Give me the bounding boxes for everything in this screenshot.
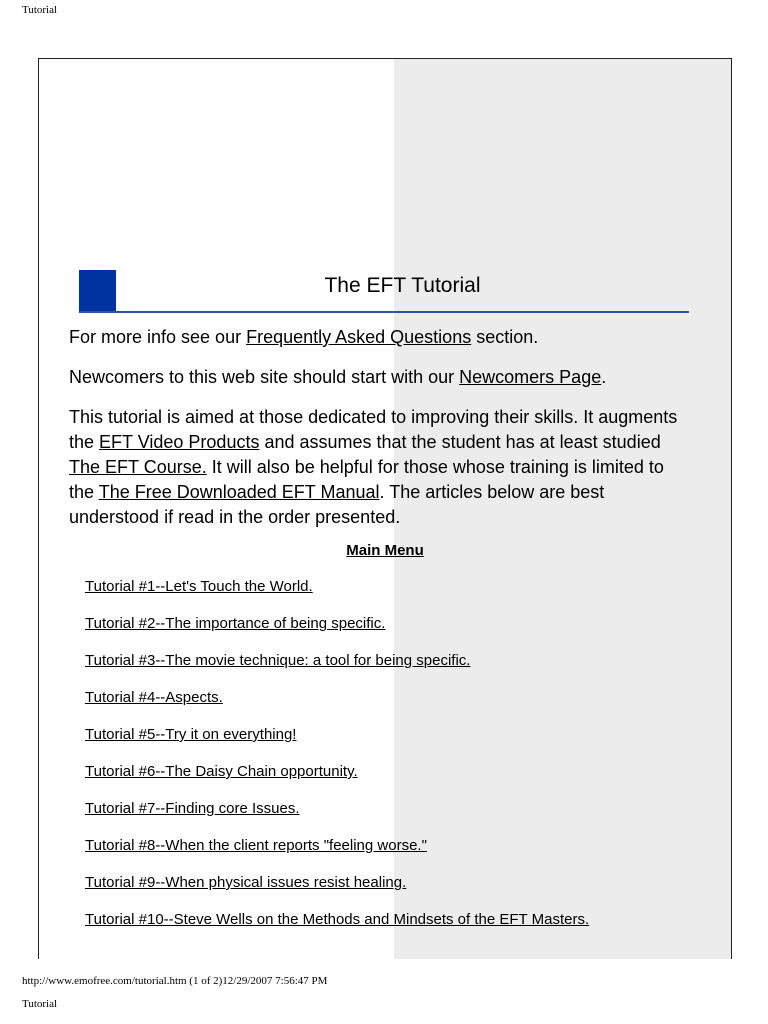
faq-text-after: section. (471, 327, 539, 347)
tutorial-link-3[interactable]: Tutorial #3--The movie technique: a tool for being specific. (85, 652, 471, 669)
print-footer-url: http://www.emofree.com/tutorial.htm (1 of 2)12/29/2007 7:56:47 PM (22, 975, 328, 987)
page-title: The EFT Tutorial (324, 274, 481, 297)
tutorial-link-4[interactable]: Tutorial #4--Aspects. (85, 689, 223, 706)
tutorial-link-9[interactable]: Tutorial #9--When physical issues resist healing. (85, 874, 407, 891)
tutorial-link-7[interactable]: Tutorial #7--Finding core Issues. (85, 800, 300, 817)
tutorial-link-2[interactable]: Tutorial #2--The importance of being specific. (85, 615, 386, 632)
newcomers-text-before: Newcomers to this web site should start with our (69, 367, 460, 387)
tutorial-link-6[interactable]: Tutorial #6--The Daisy Chain opportunity. (85, 763, 358, 780)
print-footer-title: Tutorial (22, 998, 58, 1010)
title-accent-square (79, 270, 116, 312)
tutorial-link-10[interactable]: Tutorial #10--Steve Wells on the Methods and Mindsets of the EFT Masters. (85, 911, 590, 928)
tutorial-menu-list (85, 577, 589, 947)
page-frame (38, 58, 732, 959)
faq-text-before: For more info see our (69, 327, 247, 347)
print-header-title: Tutorial (22, 4, 58, 16)
eft-video-products-link[interactable]: EFT Video Products (99, 432, 260, 452)
intro-text-1: This tutorial is aimed at those dedicated to improving their skills. It augments the (69, 407, 678, 452)
title-underline-rule (79, 311, 689, 313)
newcomers-paragraph (69, 365, 689, 390)
intro-paragraph (69, 405, 689, 530)
faq-paragraph (69, 325, 689, 350)
tutorial-link-5[interactable]: Tutorial #5--Try it on everything! (85, 726, 297, 743)
eft-manual-link[interactable]: The Free Downloaded EFT Manual (98, 482, 380, 502)
intro-text-2: and assumes that the student has at least studied (259, 432, 661, 452)
intro-text-3: It will also be helpful for those whose training is limited to the (69, 457, 664, 502)
tutorial-link-8[interactable]: Tutorial #8--When the client reports "feeling worse." (85, 837, 427, 854)
faq-link[interactable]: Frequently Asked Questions (246, 327, 472, 347)
title-bar (79, 270, 689, 312)
main-menu-heading[interactable]: Main Menu (346, 542, 424, 559)
eft-course-link[interactable]: The EFT Course. (69, 457, 207, 477)
newcomers-page-link[interactable]: Newcomers Page (459, 367, 602, 387)
tutorial-link-1[interactable]: Tutorial #1--Let's Touch the World. (85, 578, 313, 595)
newcomers-text-after: . (601, 367, 607, 387)
intro-text-4: . The articles below are best understood if read in the order presented. (69, 482, 605, 527)
